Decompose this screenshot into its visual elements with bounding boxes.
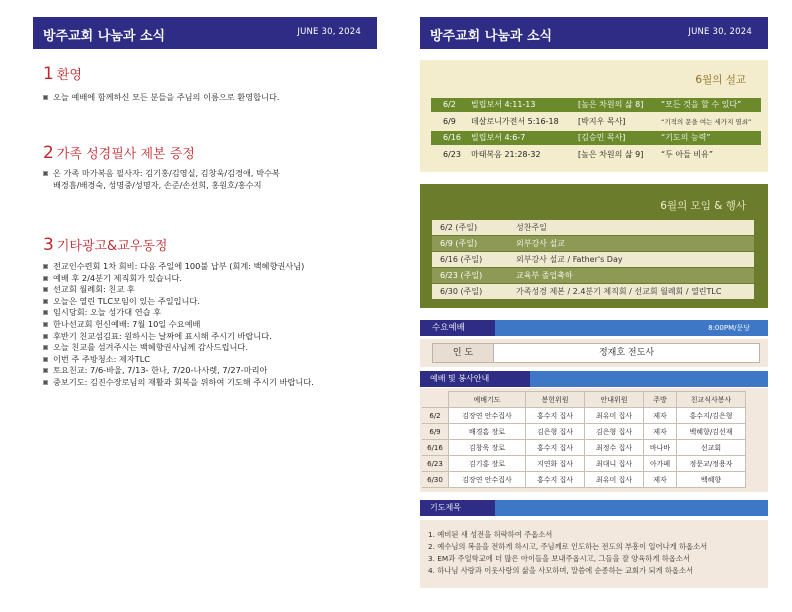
prayer-item: 4. 하나님 사랑과 이웃사랑의 삶을 사모하며, 말씀에 순종하는 교회가 되게 하옵소서 — [428, 566, 694, 575]
column-header — [422, 392, 449, 408]
table-cell: 김창욱 장로 — [449, 440, 526, 456]
leader-role: 인 도 — [433, 344, 494, 362]
event-date: 6/16 (주일) — [440, 255, 483, 264]
prayer-item: 2. 예수님의 복음을 전하게 하시고, 주님께로 인도하는 전도의 부흥이 일어나게 하옵소서 — [428, 542, 708, 551]
section-label: 기타광고&교우동정 — [56, 239, 168, 254]
event-date: 6/2 (주일) — [440, 223, 478, 232]
prayer-list — [428, 529, 707, 577]
table-cell: 김장연 안수집사 — [449, 408, 526, 424]
wednesday-leader-row — [432, 343, 760, 363]
wednesday-service-box — [420, 339, 768, 367]
sermon-row — [431, 115, 761, 129]
list-item: 이번 주 주방청소: 제자TLC — [43, 354, 373, 366]
sermon-passage: 빌립보서 4:11-13 — [471, 100, 536, 109]
table-cell: 제자 — [644, 424, 677, 440]
volunteer-header-bar — [420, 371, 768, 387]
prayer-header-bar — [420, 500, 768, 516]
table-cell: 홍수지 집사 — [526, 408, 585, 424]
section-label: 가족 성경필사 제본 증정 — [56, 147, 195, 162]
table-cell: 홍수지 집사 — [526, 472, 585, 488]
wednesday-service-time: 8:00PM/문당 — [708, 324, 750, 332]
table-cell: 지연화 집사 — [526, 456, 585, 472]
list-item: 오늘 친교를 섬겨주시는 백혜향권사님께 감사드립니다. — [43, 342, 373, 354]
table-cell: 김장연 안수집사 — [449, 472, 526, 488]
prayer-box — [420, 520, 768, 588]
sermon-date: 6/23 — [443, 150, 461, 159]
section-number: 1 — [43, 64, 54, 84]
events-box — [420, 184, 768, 308]
list-item: 한나선교회 헌신예배: 7월 10일 수요예배 — [43, 319, 373, 331]
table-cell: 김은형 집사 — [526, 424, 585, 440]
misc-list — [43, 261, 373, 389]
list-item: 선교회 월례회: 친교 후 — [43, 284, 373, 296]
event-desc: 교육부 졸업축하 — [516, 271, 573, 280]
list-item: 중보기도: 김진수장로님의 재활과 회복을 위하여 기도해 주시기 바랍니다. — [43, 377, 373, 389]
events-box-title: 6월의 모임 & 행사 — [660, 200, 746, 212]
bulletin-title: 방주교회 나눔과 소식 — [43, 29, 166, 44]
event-date: 6/9 (주일) — [440, 239, 478, 248]
sermon-row — [431, 148, 761, 162]
list-item: 예배 후 2/4분기 제직회가 있습니다. — [43, 273, 373, 285]
bulletin-date: JUNE 30, 2024 — [297, 27, 361, 37]
leader-name: 정재호 전도사 — [598, 348, 655, 358]
event-desc: 성찬주일 — [516, 223, 547, 232]
table-row — [422, 440, 746, 456]
column-header: 예배기도 — [449, 392, 526, 408]
table-cell: 정문교/정용자 — [677, 456, 746, 472]
table-row — [422, 456, 746, 472]
list-item: 전교인수련회 1차 회비: 다음 주일에 100불 납부 (회계: 백혜향권사님) — [43, 261, 373, 273]
table-cell: 6/16 — [422, 440, 449, 456]
table-cell: 바나바 — [644, 440, 677, 456]
bulletin-title: 방주교회 나눔과 소식 — [430, 29, 553, 44]
event-desc: 외부강사 설교 — [516, 239, 565, 248]
sermon-series: [김승민 목사] — [578, 133, 626, 142]
column-header: 봉헌위원 — [526, 392, 585, 408]
column-header: 안내위원 — [585, 392, 644, 408]
sermon-box — [420, 60, 768, 172]
list-item: 후반기 친교섬김표: 원하시는 날짜에 표시해 주시기 바랍니다. — [43, 331, 373, 343]
event-desc: 가족성경 제본 / 2.4분기 제직회 / 선교회 월례회 / 열린TLC — [516, 287, 722, 296]
table-cell: 6/2 — [422, 408, 449, 424]
sermon-date: 6/9 — [443, 117, 456, 126]
event-date: 6/23 (주일) — [440, 271, 483, 280]
sermon-row — [431, 98, 761, 112]
bible-list — [43, 168, 373, 191]
list-item: 임시당회: 오늘 성가대 연습 후 — [43, 307, 373, 319]
volunteer-label: 예배 및 봉사안내 — [420, 371, 530, 387]
table-cell: 최대니 집사 — [585, 456, 644, 472]
table-cell: 백혜향/김선재 — [677, 424, 746, 440]
sermon-date: 6/16 — [443, 133, 461, 142]
list-item: 오늘은 열린 TLC모임이 있는 주일입니다. — [43, 296, 373, 308]
table-cell: 최유미 집사 — [585, 408, 644, 424]
right-header-bar — [420, 17, 768, 49]
volunteer-table — [422, 391, 746, 488]
table-cell: 백혜향 — [677, 472, 746, 488]
column-header: 친교식사봉사 — [677, 392, 746, 408]
sermon-series: [높은 차원의 삶 8] — [578, 100, 644, 109]
sermon-title: “모든 것을 할 수 있다” — [661, 100, 742, 109]
bulletin-date: JUNE 30, 2024 — [688, 27, 752, 37]
prayer-item: 1. 예비된 새 성전을 허락하여 주옵소서 — [428, 530, 553, 539]
table-cell: 선교회 — [677, 440, 746, 456]
list-item-line: 온 가족 마가복음 필사자: 김기홍/김영실, 김창욱/김경애, 박수복 — [53, 168, 280, 178]
prayer-item: 3. EM과 주일학교에 더 많은 아이들을 보내주옵시고, 그들을 잘 양육하게 하옵소서 — [428, 554, 690, 563]
event-date: 6/30 (주일) — [440, 287, 483, 296]
section-label: 환영 — [56, 68, 82, 83]
column-header: 주방 — [644, 392, 677, 408]
section-number: 2 — [43, 143, 54, 163]
welcome-list — [43, 92, 373, 104]
volunteer-box — [420, 388, 768, 492]
table-header-row — [422, 392, 746, 408]
sermon-date: 6/2 — [443, 100, 456, 109]
table-cell: 최정수 집사 — [585, 440, 644, 456]
table-cell: 제자 — [644, 472, 677, 488]
table-cell: 김은형 집사 — [585, 424, 644, 440]
event-row — [432, 284, 754, 299]
event-row — [432, 220, 754, 235]
left-header-bar — [33, 17, 377, 49]
wednesday-service-bar — [420, 320, 768, 336]
table-cell: 6/9 — [422, 424, 449, 440]
event-row — [432, 252, 754, 267]
sermon-box-title: 6월의 설교 — [695, 74, 746, 86]
sermon-series: [높은 차원의 삶 9] — [578, 150, 644, 159]
event-desc: 외부강사 설교 / Father's Day — [516, 255, 623, 264]
sermon-title: “기적의 문을 여는 세가지 열쇠” — [661, 118, 752, 126]
list-item-line: 배경흠/배경숙, 성명중/성명자, 손준/손선희, 홍원호/홍수지 — [53, 179, 262, 190]
wednesday-service-label: 수요예배 — [420, 320, 495, 336]
welcome-section-title — [43, 64, 82, 84]
sermon-title: “두 아들 비유” — [661, 150, 714, 159]
table-cell: 아가페 — [644, 456, 677, 472]
section-number: 3 — [43, 235, 54, 255]
event-row — [432, 268, 754, 283]
table-cell: 최유미 집사 — [585, 472, 644, 488]
table-cell: 제자 — [644, 408, 677, 424]
table-cell: 홍수지/김은형 — [677, 408, 746, 424]
sermon-series: [박지우 목사] — [578, 117, 626, 126]
sermon-title: “기도의 능력” — [661, 133, 711, 142]
table-row — [422, 424, 746, 440]
table-row — [422, 408, 746, 424]
sermon-passage: 데살로니가전서 5:16-18 — [471, 117, 559, 126]
sermon-passage: 마태복음 21:28-32 — [471, 150, 541, 159]
table-cell: 배경흠 장로 — [449, 424, 526, 440]
list-item: 오늘 예배에 함께하신 모든 분들을 주님의 이름으로 환영합니다. — [43, 92, 373, 104]
list-item — [43, 168, 373, 191]
table-row — [422, 472, 746, 488]
event-row — [432, 236, 754, 251]
table-cell: 6/30 — [422, 472, 449, 488]
table-cell: 김기홍 장로 — [449, 456, 526, 472]
prayer-label: 기도제목 — [420, 500, 495, 516]
table-cell: 홍수지 집사 — [526, 440, 585, 456]
bible-section-title — [43, 143, 195, 163]
list-item: 토요친교: 7/6-바울, 7/13- 한나, 7/20-나사렛, 7/27-마리아 — [43, 365, 373, 377]
misc-section-title — [43, 235, 167, 255]
sermon-passage: 빌립보서 4:6-7 — [471, 133, 526, 142]
sermon-row — [431, 131, 761, 145]
table-cell: 6/23 — [422, 456, 449, 472]
